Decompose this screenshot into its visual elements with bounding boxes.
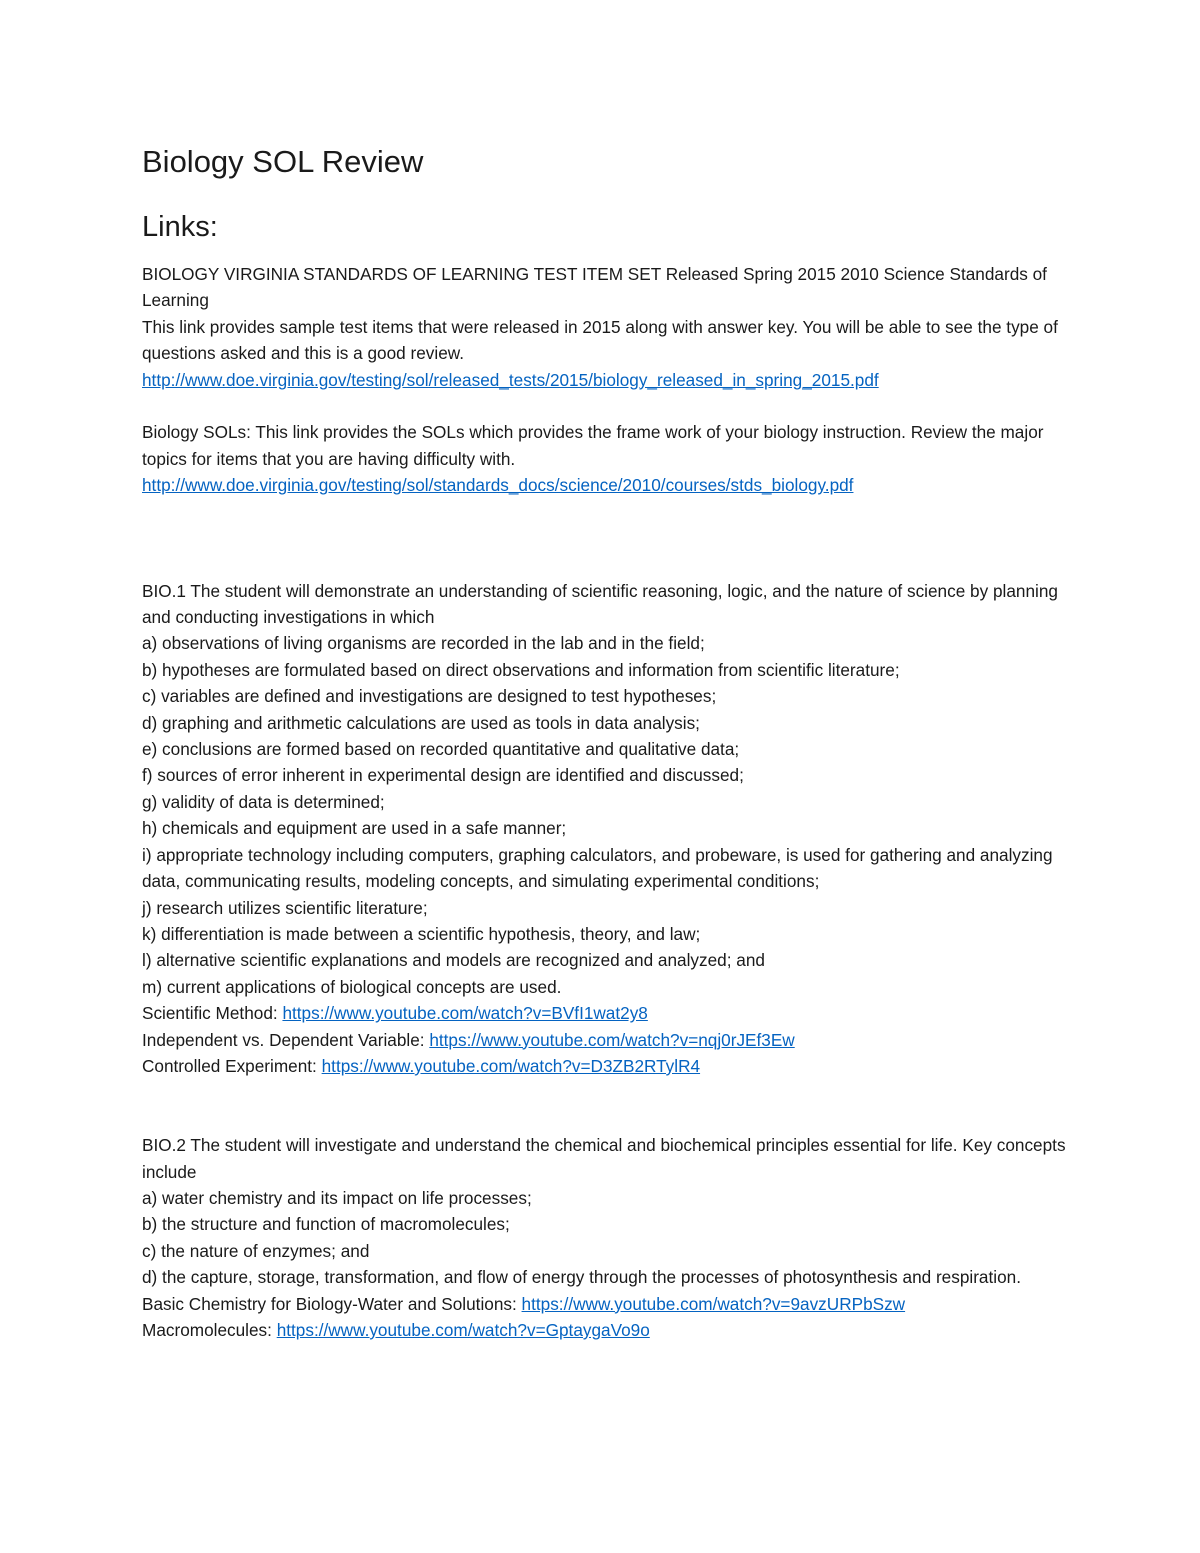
list-item: j) research utilizes scientific literature; <box>142 897 428 918</box>
resource-description: This link provides sample test items that were released in 2015 along with answer key. You will be able to see the type of questions asked and this is a good review. <box>142 316 1058 364</box>
links-heading: Links: <box>142 211 218 243</box>
video-label: Macromolecules: <box>142 1320 277 1340</box>
resource-heading: BIOLOGY VIRGINIA STANDARDS OF LEARNING TEST ITEM SET Released Spring 2015 2010 Science Standards of Learning <box>142 264 1047 311</box>
video-reference <box>142 1053 1072 1079</box>
list-item: b) hypotheses are formulated based on direct observations and information from scientific literature; <box>142 659 900 680</box>
list-item: e) conclusions are formed based on recorded quantitative and qualitative data; <box>142 739 740 760</box>
water-solutions-video-link[interactable]: https://www.youtube.com/watch?v=9avzURPbSzw <box>521 1293 906 1314</box>
list-item: d) the capture, storage, transformation, and flow of energy through the processes of photosynthesis and respiration. <box>142 1267 1021 1288</box>
section-intro: BIO.1 The student will demonstrate an understanding of scientific reasoning, logic, and the nature of science by planning and conducting investigations in which <box>142 580 1058 628</box>
resource-description: Biology SOLs: This link provides the SOLs which provides the frame work of your biology instruction. Review the major topics for items that you are having difficulty with. <box>142 422 1044 469</box>
resource-standards <box>142 419 1072 498</box>
video-reference <box>142 1027 1072 1053</box>
document-page <box>142 140 1072 1343</box>
video-label: Scientific Method: <box>142 1003 283 1024</box>
video-label: Controlled Experiment: <box>142 1055 322 1076</box>
list-item: c) the nature of enzymes; and <box>142 1240 370 1261</box>
variables-video-link[interactable]: https://www.youtube.com/watch?v=nqj0rJEf3Ew <box>429 1029 795 1050</box>
resource-released-tests <box>142 261 1072 393</box>
macromolecules-video-link[interactable]: https://www.youtube.com/watch?v=GptaygaVo9o <box>276 1320 650 1340</box>
video-reference <box>142 1000 1072 1026</box>
list-item: i) appropriate technology including computers, graphing calculators, and probeware, is used for gathering and analyzing data, communicating results, modeling concepts, and simulating experimental conditions; <box>142 844 1053 892</box>
list-item: m) current applications of biological concepts are used. <box>142 976 562 997</box>
section-intro: BIO.2 The student will investigate and understand the chemical and biochemical principles essential for life. Key concepts include <box>142 1135 1066 1182</box>
section-bio2 <box>142 1132 1072 1343</box>
list-item: k) differentiation is made between a scientific hypothesis, theory, and law; <box>142 923 701 944</box>
list-item: a) water chemistry and its impact on life processes; <box>142 1187 532 1208</box>
video-reference <box>142 1291 1072 1317</box>
section-bio1 <box>142 578 1072 1080</box>
standards-doc-link[interactable]: http://www.doe.virginia.gov/testing/sol/standards_docs/science/2010/courses/stds_biology.pdf <box>142 475 854 496</box>
released-tests-link[interactable]: http://www.doe.virginia.gov/testing/sol/released_tests/2015/biology_released_in_spring_2015.pdf <box>142 369 879 390</box>
list-item: a) observations of living organisms are recorded in the lab and in the field; <box>142 633 705 654</box>
page-title: Biology SOL Review <box>142 144 424 179</box>
list-item: l) alternative scientific explanations and models are recognized and analyzed; and <box>142 950 765 971</box>
controlled-experiment-link[interactable]: https://www.youtube.com/watch?v=D3ZB2RTylR4 <box>321 1055 701 1076</box>
video-reference <box>142 1317 1072 1343</box>
list-item: h) chemicals and equipment are used in a safe manner; <box>142 818 567 839</box>
list-item: f) sources of error inherent in experimental design are identified and discussed; <box>142 765 744 786</box>
video-label: Independent vs. Dependent Variable: <box>142 1029 430 1050</box>
video-label: Basic Chemistry for Biology-Water and Solutions: <box>142 1293 522 1314</box>
list-item: b) the structure and function of macromolecules; <box>142 1214 510 1235</box>
list-item: d) graphing and arithmetic calculations are used as tools in data analysis; <box>142 712 700 733</box>
list-item: c) variables are defined and investigations are designed to test hypotheses; <box>142 686 717 707</box>
list-item: g) validity of data is determined; <box>142 791 385 812</box>
scientific-method-link[interactable]: https://www.youtube.com/watch?v=BVfI1wat2y8 <box>282 1003 648 1024</box>
